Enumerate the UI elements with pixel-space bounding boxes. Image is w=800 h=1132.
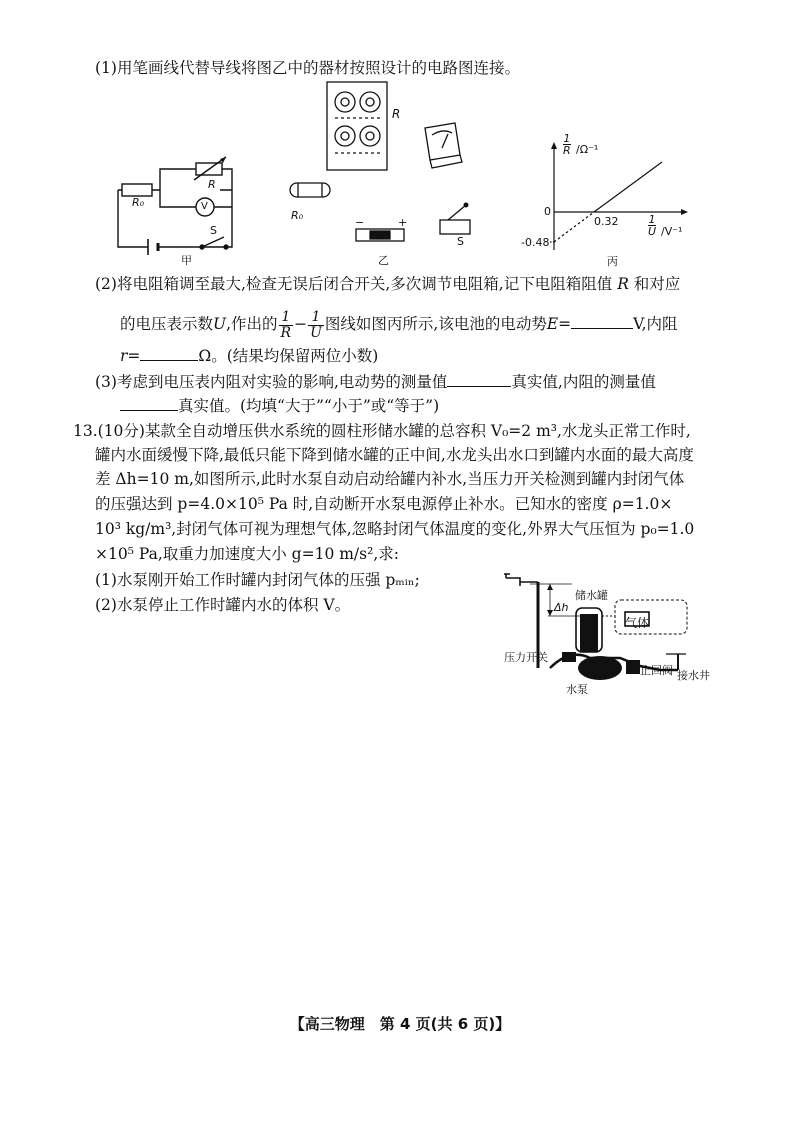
yi-r-label: R [392, 107, 401, 121]
pressure-switch-label: 压力开关 [504, 651, 548, 664]
q12-part2-E: E= [546, 315, 572, 333]
q13-question1: (1)水泵刚开始工作时罐内封闭气体的压强 pₘᵢₙ; [95, 571, 420, 589]
faucet-icon [506, 578, 520, 586]
jia-r0-label: R₀ [132, 196, 145, 209]
yi-r0-label: R₀ [291, 209, 304, 222]
q12-part3-line2 [120, 395, 439, 416]
yi-s-label: S [457, 235, 464, 248]
pump-label: 水泵 [566, 683, 588, 696]
frac1-den: R [280, 324, 292, 341]
q13-line1: 13.(10分)某款全自动增压供水系统的圆柱形储水罐的总容积 V₀=2 m³,水龙头正常工作时, [73, 422, 691, 440]
q12-part2-text-d: ,作出的 [226, 315, 278, 333]
q12-part2-line3 [120, 345, 378, 366]
graph-caption: 丙 [607, 255, 618, 268]
q12-part2-text-g: Ω。(结果均保留两位小数) [198, 347, 379, 365]
graph-ylabel [563, 133, 571, 156]
q12-part2-r: r= [120, 347, 141, 365]
yi-plus-label: + [398, 216, 408, 229]
voltmeter-device [425, 123, 460, 160]
graph-xlabel-num: 1 [648, 213, 656, 226]
jia-caption: 甲 [181, 254, 192, 267]
check-valve-label: 止回阀 [640, 664, 673, 677]
tank-water [580, 614, 598, 652]
graph-ylabel-den: R [563, 144, 571, 157]
yi-minus-label: − [355, 216, 365, 229]
instruments-yi [280, 80, 490, 260]
frac1-num: 1 [279, 310, 294, 326]
fraction-1-over-U [308, 310, 324, 341]
graph-ylabel-num: 1 [563, 132, 571, 145]
q12-part2-text-a: (2)将电阻箱调至最大,检查无误后闭合开关,多次调节电阻箱,记下电阻箱阻值 [95, 275, 613, 293]
q13-line4: 的压强达到 p=4.0×10⁵ Pa 时,自动断开水泵电源停止补水。已知水的密度 ρ=1.0× [95, 495, 673, 513]
q12-part2-line2 [120, 307, 678, 341]
q12-part2-text-f: V,内阻 [633, 315, 678, 333]
internal-resistance-blank[interactable] [140, 345, 198, 361]
q13-line2: 罐内水面缓慢下降,最低只能下降到储水罐的正中间,水龙头出水口到罐内水面的最大高度 [95, 446, 694, 464]
pressure-switch [562, 652, 576, 662]
q12-part3-text-c: 真实值。(均填“大于”“小于”或“等于”) [178, 397, 440, 415]
frac-minus: − [294, 315, 308, 333]
q12-part2-R: R [617, 275, 629, 293]
graph-xlabel [648, 214, 656, 237]
dh-label: Δh [554, 601, 569, 614]
graph-xlabel-unit: /V⁻¹ [661, 225, 683, 238]
jia-r-label: R [208, 178, 216, 191]
q12-part2-text-c: 的电压表示数 [120, 315, 214, 333]
q12-part3-text-a: (3)考虑到电压表内阻对实验的影响,电动势的测量值 [95, 373, 448, 391]
frac2-den: U [310, 324, 322, 341]
q13-question2: (2)水泵停止工作时罐内水的体积 V。 [95, 596, 351, 614]
fraction-1-over-R [279, 310, 294, 341]
emf-compare-blank[interactable] [447, 371, 511, 387]
q13-line3: 差 Δh=10 m,如图所示,此时水泵自动启动给罐内补水,当压力开关检测到罐内封闭气体 [95, 470, 685, 488]
q12-part3-text-b: 真实值,内阻的测量值 [511, 373, 656, 391]
switch-device [440, 220, 470, 234]
q12-part2-U: U [213, 315, 227, 333]
r0-resistor-device [290, 183, 330, 197]
graph-x-intercept: 0.32 [594, 215, 619, 228]
graph-bing [530, 140, 700, 260]
graph-y-intercept: -0.48 [521, 236, 550, 249]
r0-resistor [122, 184, 152, 196]
graph-xlabel-den: U [648, 225, 657, 238]
circuit-diagram-jia [110, 155, 260, 265]
pump-body [578, 656, 622, 680]
graph-extrapolation [554, 212, 594, 242]
graph-origin-label: 0 [544, 205, 551, 218]
well-label: 接水井 [677, 669, 710, 682]
graph-data-line [594, 162, 662, 212]
frac2-num: 1 [308, 310, 324, 326]
q12-part1: (1)用笔画线代替导线将图乙中的器材按照设计的电路图连接。 [95, 59, 520, 77]
q12-part3-line1 [95, 371, 656, 392]
q12-part2-text-b: 和对应 [633, 275, 681, 293]
q13-line6: ×10⁵ Pa,取重力加速度大小 g=10 m/s²,求: [95, 545, 399, 563]
tank-label: 储水罐 [575, 589, 608, 602]
graph-ylabel-unit: /Ω⁻¹ [576, 143, 599, 156]
yi-caption: 乙 [378, 254, 389, 267]
jia-v-label: V [201, 201, 208, 212]
q12-part2-line1 [95, 274, 680, 294]
jia-s-label: S [210, 224, 217, 237]
gas-label: 气体 [625, 616, 650, 630]
q13-line5: 10³ kg/m³,封闭气体可视为理想气体,忽略封闭气体温度的变化,外界大气压恒为 p₀=1.0 [95, 520, 695, 538]
q12-part2-text-e: 图线如图丙所示,该电池的电动势 [324, 315, 547, 333]
emf-answer-blank[interactable] [571, 313, 633, 329]
resistance-compare-blank[interactable] [120, 395, 178, 411]
page-footer: 【高三物理 第 4 页(共 6 页)】 [289, 1015, 511, 1033]
